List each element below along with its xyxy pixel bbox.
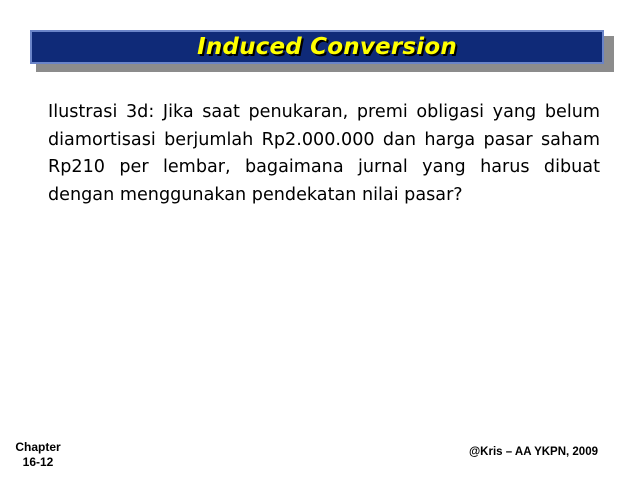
slide-title: Induced Conversion [197, 34, 457, 60]
slide-body-text: Ilustrasi 3d: Jika saat penukaran, premi obligasi yang belum diamortisasi berjumlah Rp2.000.000 dan harga pasar saham Rp210 per lembar, bagaimana jurnal yang harus dibuat dengan menggunakan pendekatan nilai pasar? [48, 102, 600, 205]
title-bar [30, 30, 604, 64]
chapter-number: 16-12 [22, 455, 54, 469]
footer-credit: @Kris – AA YKPN, 2009 [468, 446, 598, 458]
chapter-label [8, 440, 68, 470]
chapter-label-text: Chapter [15, 440, 61, 454]
